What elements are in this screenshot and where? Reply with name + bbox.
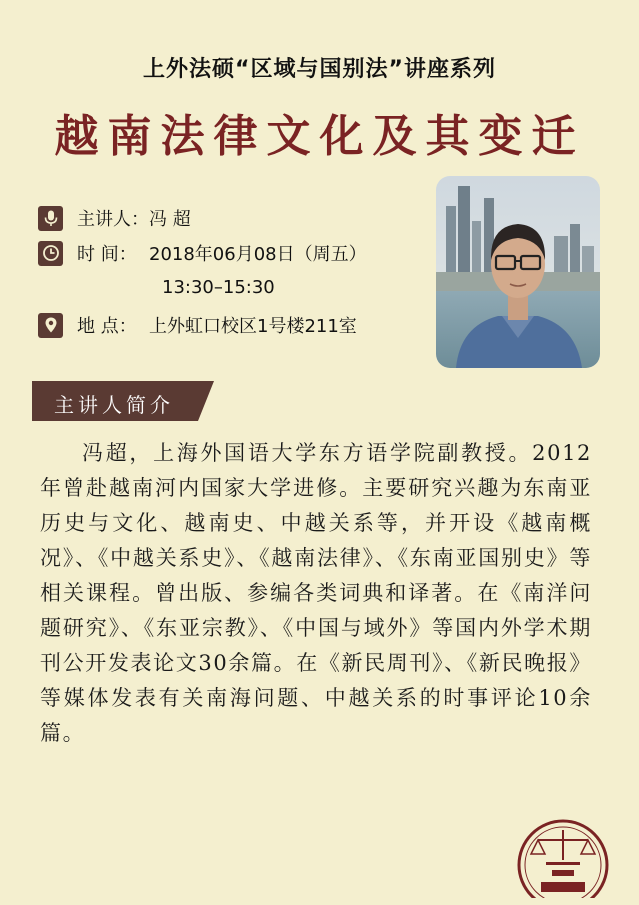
speaker-photo: [436, 176, 600, 368]
location-label: 地 点：: [77, 316, 137, 337]
time-date: 2018年06月08日（周五）: [149, 244, 367, 265]
section-heading: 主讲人简介: [54, 393, 174, 417]
location-value: 上外虹口校区1号楼211室: [149, 316, 357, 337]
speaker-bio: [40, 436, 592, 751]
clock-icon: [38, 241, 63, 266]
time-label: 时 间：: [77, 244, 137, 265]
time-range: 13:30–15:30: [162, 277, 275, 298]
microphone-icon: [38, 206, 63, 231]
speaker-label: 主讲人：: [77, 209, 149, 230]
speaker-name: 冯 超: [149, 209, 191, 230]
speaker-row: [38, 205, 191, 231]
law-school-seal-logo: [516, 818, 610, 898]
series-title: 上外法硕“区域与国别法”讲座系列: [143, 57, 496, 82]
section-banner: [32, 381, 214, 421]
location-row: [38, 312, 357, 338]
bio-paragraph: 冯超，上海外国语大学东方语学院副教授。2012年曾赴越南河内国家大学进修。主要研究兴趣为东南亚历史与文化、越南史、中越关系等，并开设《越南概况》、《中越关系史》、《越南法律》、《东南亚国别史》等相关课程。曾出版、参编各类词典和译著。在《南洋问题研究》、《东亚宗教》、《中国与域外》等国内外学术期刊公开发表论文30余篇。在《新民周刊》、《新民晚报》等媒体发表有关南海问题、中越关系的时事评论10余篇。: [40, 441, 592, 745]
location-pin-icon: [38, 313, 63, 338]
time-row: [38, 240, 367, 266]
lecture-title: 越南法律文化及其变迁: [54, 111, 585, 162]
